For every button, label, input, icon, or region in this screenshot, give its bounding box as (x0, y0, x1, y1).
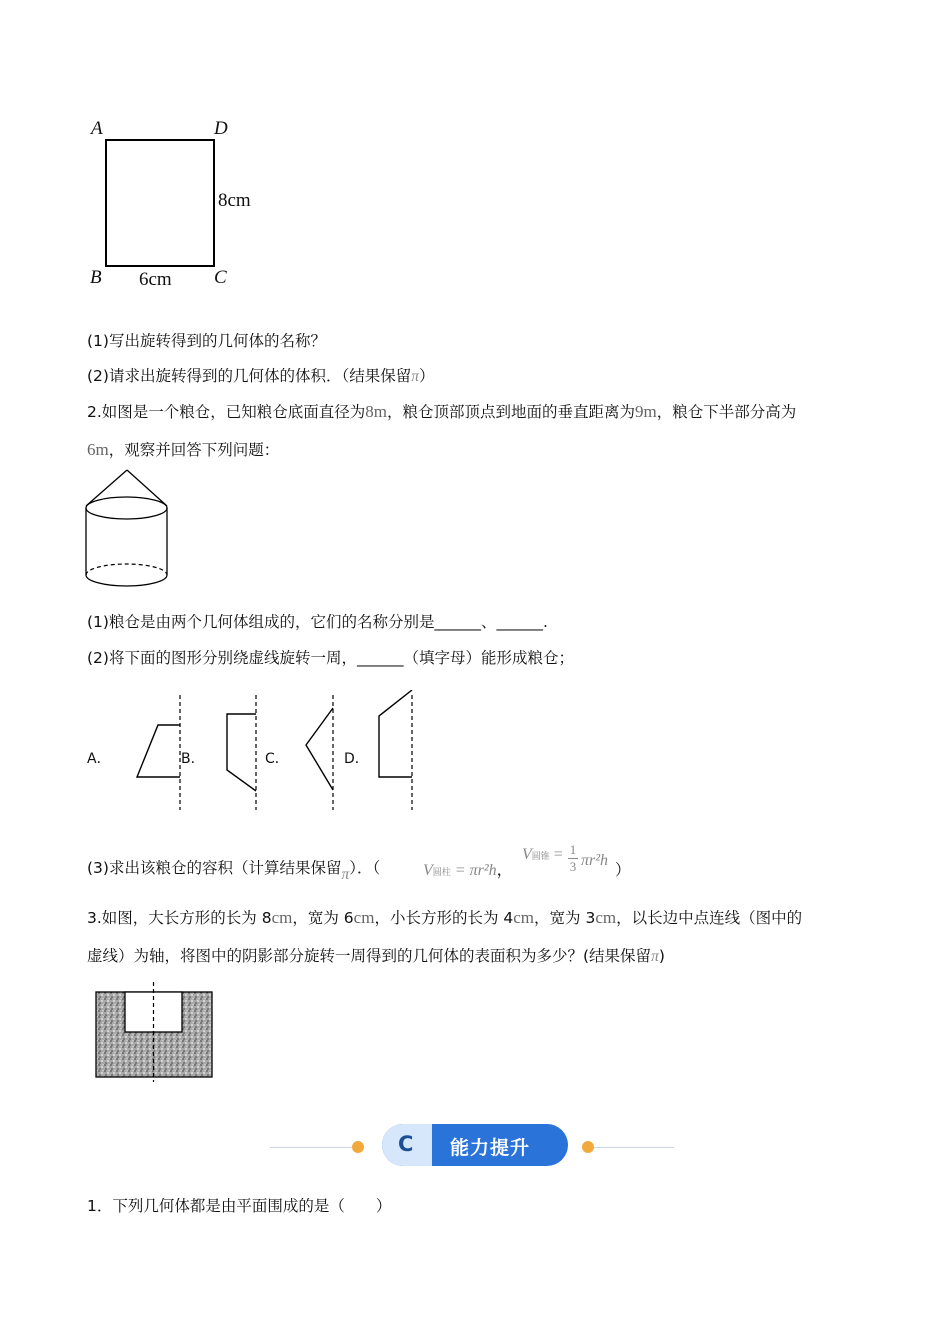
label-a: A (91, 118, 103, 139)
q3-text-e: ，以长边中点连线（图中的 (616, 909, 803, 927)
q3-text-c: ，小长方形的长为 4 (374, 909, 514, 927)
q2-text-a: 2.如图是一个粮仓，已知粮仓底面直径为 (87, 403, 366, 421)
formula-close: ） (615, 861, 631, 879)
q3-unit-4: cm (595, 908, 617, 927)
fraction-denominator: 3 (569, 859, 577, 874)
next-question: 1．下列几何体都是由平面围成的是（ ） (87, 1197, 392, 1215)
banner-dot-right (582, 1141, 594, 1153)
pi-symbol: π (411, 368, 419, 385)
fraction-numerator: 1 (569, 842, 577, 857)
formula-v1: V (423, 862, 433, 879)
formula-rhs-cone: πr²h (581, 852, 609, 869)
q3-text-f: 虚线）为轴，将图中的阴影部分旋转一周得到的几何体的表面积为多少？(结果保留 (87, 947, 652, 965)
option-a: A． (87, 751, 111, 767)
q3-line2 (87, 946, 665, 967)
height-label: 8cm (218, 190, 251, 211)
option-d: D． (344, 751, 369, 767)
q1-part2 (87, 366, 435, 387)
q2-part3-mid: ）．（ (349, 859, 381, 877)
fraction (568, 842, 578, 875)
q2-text-b: ，粮仓顶部顶点到地面的垂直距离为 (387, 403, 636, 421)
q3-text-a: 3.如图，大长方形的长为 8 (87, 909, 272, 927)
q3-text-b: ，宽为 6 (292, 909, 354, 927)
formula-cylinder: V圆柱 = πr²h， (423, 862, 513, 879)
label-b: B (90, 267, 102, 288)
q3-text-g: ) (658, 947, 665, 965)
formula-sub-cone: 圆锥 (531, 851, 550, 861)
banner-letter: C (398, 1132, 414, 1156)
q2-diameter: 8m (365, 402, 388, 421)
q1-part1: (1)写出旋转得到的几何体的名称？ (87, 332, 326, 350)
banner-line-left (270, 1147, 352, 1148)
q2-part2: (2)将下面的图形分别绕虚线旋转一周，______（填字母）能形成粮仓； (87, 649, 574, 667)
width-label: 6cm (139, 269, 172, 290)
label-d: D (214, 118, 228, 139)
granary-figure (82, 466, 174, 592)
option-b: B． (181, 751, 205, 767)
q1-part2-text: (2)请求出旋转得到的几何体的体积．（结果保留 (87, 367, 412, 385)
q2-text-d: ，观察并回答下列问题： (108, 441, 280, 459)
q3-unit-2: cm (353, 908, 375, 927)
formula-sub-cylinder: 圆柱 (432, 867, 451, 877)
q3-text-d: ，宽为 3 (534, 909, 596, 927)
q3-unit-3: cm (513, 908, 535, 927)
q2-height: 9m (635, 402, 657, 421)
q3-unit-1: cm (271, 908, 293, 927)
q2-line2 (87, 440, 279, 460)
q2-lower-height: 6m (87, 440, 109, 459)
banner-pill (382, 1124, 568, 1166)
formula-rhs-cylinder: = πr²h (454, 862, 497, 879)
banner-dot-left (352, 1141, 364, 1153)
label-c: C (214, 267, 227, 288)
formula-cone: V圆锥 = (522, 846, 563, 863)
banner-title: 能力提升 (450, 1137, 531, 1159)
shaded-rectangle-figure (92, 980, 216, 1084)
q2-part3-text: (3)求出该粮仓的容积（计算结果保留 (87, 859, 342, 877)
formula-v2: V (522, 846, 532, 863)
banner-line-right (594, 1147, 674, 1148)
q2-part3 (87, 858, 381, 883)
q2-text-c: ，粮仓下半部分高为 (656, 403, 797, 421)
pi-symbol: π (651, 948, 659, 965)
q2-line1 (87, 402, 796, 422)
pi-symbol: π (341, 866, 350, 883)
q2-part1: (1)粮仓是由两个几何体组成的，它们的名称分别是______、______. (87, 613, 548, 631)
q1-part2-close: ） (418, 367, 435, 385)
q3-line1 (87, 908, 802, 928)
option-c: C． (265, 751, 289, 767)
